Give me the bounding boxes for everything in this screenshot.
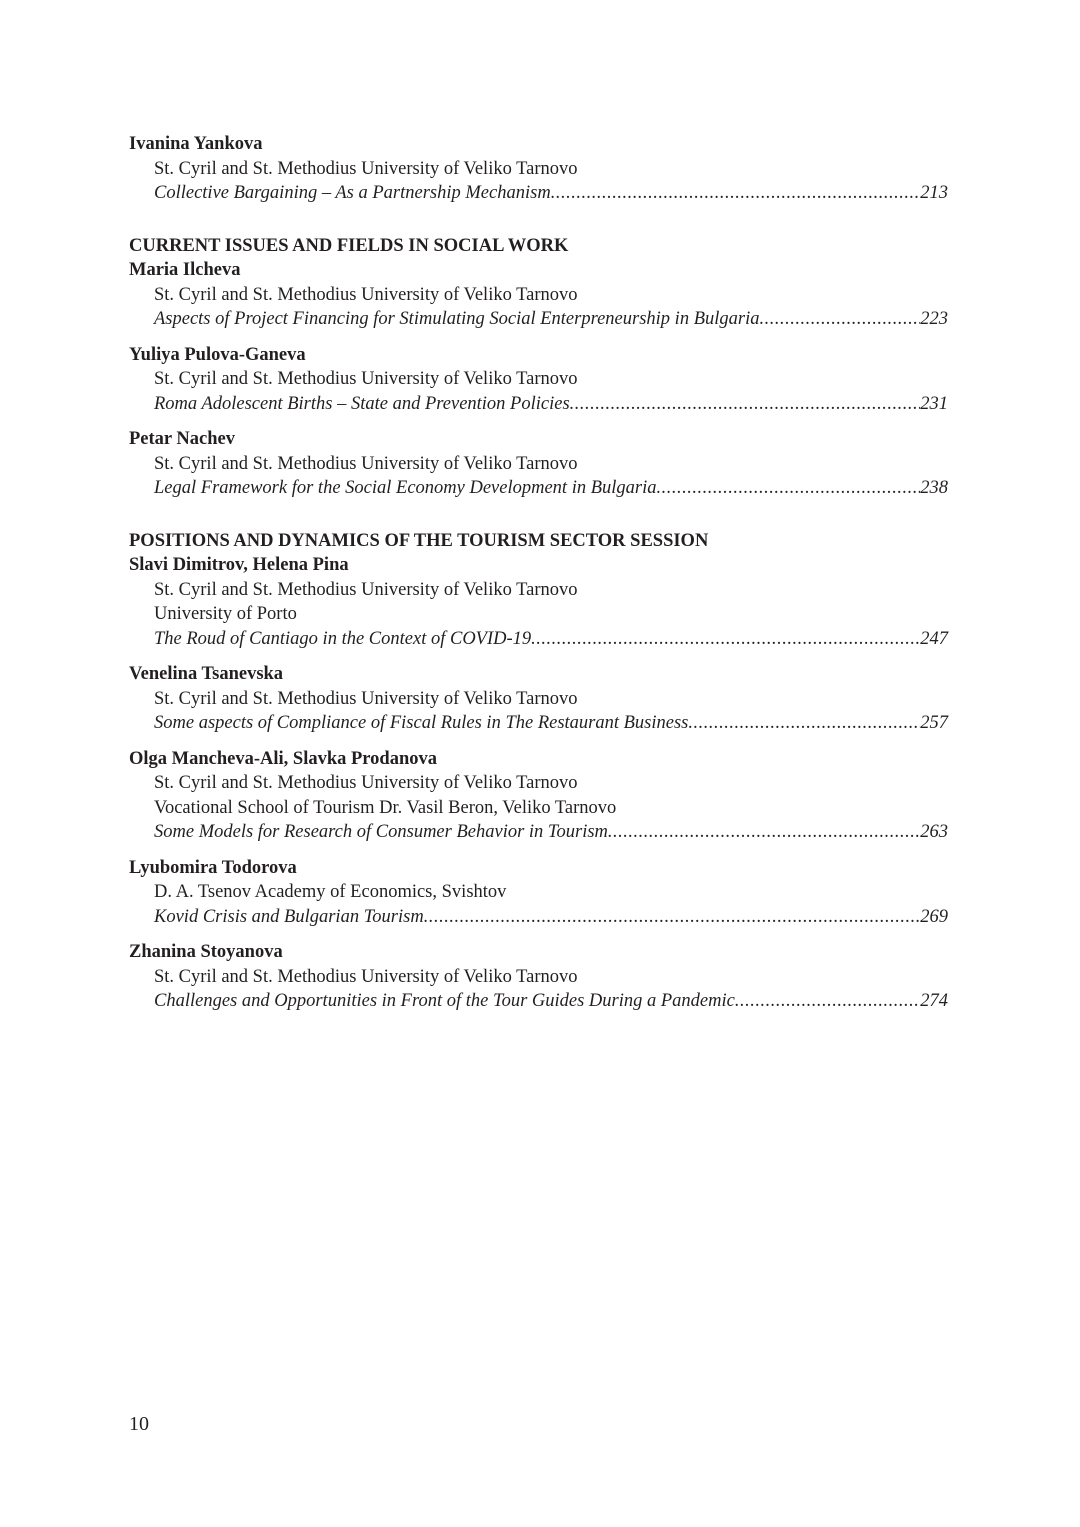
toc-entry <box>129 343 948 417</box>
section-gap <box>129 217 948 234</box>
entry-affiliation: St. Cyril and St. Methodius University of Veliko Tarnovo <box>154 158 578 179</box>
section-title: CURRENT ISSUES AND FIELDS IN SOCIAL WORK <box>129 235 569 256</box>
dot-leader <box>570 392 921 417</box>
toc-entry <box>129 940 948 1014</box>
entry-authors: Yuliya Pulova-Ganeva <box>129 344 306 365</box>
entry-authors: Zhanina Stoyanova <box>129 942 283 962</box>
entry-title[interactable]: Some Models for Research of Consumer Behavior in Tourism <box>154 822 608 842</box>
entry-page-number[interactable]: 231 <box>920 393 948 414</box>
toc-entry <box>129 747 948 845</box>
entry-title-line[interactable] <box>129 627 948 652</box>
entry-affiliation: St. Cyril and St. Methodius University of Veliko Tarnovo <box>154 773 578 793</box>
entry-title[interactable]: Roma Adolescent Births – State and Prevention Policies <box>154 393 570 414</box>
toc-entry <box>129 856 948 930</box>
entry-title-line[interactable] <box>129 820 948 845</box>
toc-entry <box>129 258 948 332</box>
table-of-contents <box>129 132 948 1025</box>
entry-affiliation: St. Cyril and St. Methodius University of Veliko Tarnovo <box>154 579 578 600</box>
page-number: 10 <box>129 1413 149 1435</box>
entry-title[interactable]: Challenges and Opportunities in Front of the Tour Guides During a Pandemic <box>154 991 735 1011</box>
toc-section <box>129 234 948 501</box>
entry-title[interactable]: Collective Bargaining – As a Partnership Mechanism <box>154 183 551 203</box>
entry-page-number[interactable]: 213 <box>920 183 948 203</box>
toc-entry <box>129 553 948 651</box>
entry-title-line[interactable] <box>129 392 948 417</box>
entry-authors: Slavi Dimitrov, Helena Pina <box>129 555 349 575</box>
toc-section <box>129 529 948 1014</box>
entry-title-line[interactable] <box>129 181 948 206</box>
entry-authors: Ivanina Yankova <box>129 134 263 154</box>
dot-leader <box>735 989 920 1014</box>
entry-affiliation: University of Porto <box>154 604 297 624</box>
toc-entry <box>129 132 948 206</box>
entry-page-number[interactable]: 269 <box>920 906 948 927</box>
dot-leader <box>657 476 921 501</box>
dot-leader <box>688 711 920 736</box>
entry-authors: Olga Mancheva-Ali, Slavka Prodanova <box>129 748 438 769</box>
dot-leader <box>551 181 921 206</box>
entry-title-line[interactable] <box>129 711 948 736</box>
section-gap <box>129 512 948 529</box>
entry-affiliation: St. Cyril and St. Methodius University of Veliko Tarnovo <box>154 966 578 987</box>
entry-affiliation: Vocational School of Tourism Dr. Vasil Beron, Veliko Tarnovo <box>154 797 617 818</box>
dot-leader <box>424 905 921 930</box>
toc-entry <box>129 662 948 736</box>
entry-page-number[interactable]: 238 <box>920 478 948 498</box>
entry-title-line[interactable] <box>129 307 948 332</box>
entry-authors: Lyubomira Todorova <box>129 857 297 878</box>
entry-affiliation: St. Cyril and St. Methodius University of Veliko Tarnovo <box>154 688 578 709</box>
entry-affiliation: St. Cyril and St. Methodius University of Veliko Tarnovo <box>154 453 578 474</box>
entry-title-line[interactable] <box>129 476 948 501</box>
entry-page-number[interactable]: 257 <box>920 713 948 733</box>
entry-title[interactable]: Kovid Crisis and Bulgarian Tourism <box>154 906 424 927</box>
entry-page-number[interactable]: 263 <box>920 822 948 842</box>
entry-title[interactable]: Legal Framework for the Social Economy Development in Bulgaria <box>154 478 657 498</box>
toc-section <box>129 132 948 206</box>
dot-leader <box>759 307 920 332</box>
entry-authors: Maria Ilcheva <box>129 260 241 280</box>
entry-affiliation: St. Cyril and St. Methodius University of Veliko Tarnovo <box>154 284 578 305</box>
toc-entry <box>129 427 948 501</box>
entry-affiliation: St. Cyril and St. Methodius University of Veliko Tarnovo <box>154 369 578 389</box>
entry-authors: Venelina Tsanevska <box>129 664 284 684</box>
section-title: POSITIONS AND DYNAMICS OF THE TOURISM SECTOR SESSION <box>129 530 709 551</box>
dot-leader <box>531 627 920 652</box>
entry-page-number[interactable]: 223 <box>920 309 948 329</box>
entry-title[interactable]: Aspects of Project Financing for Stimulating Social Enterpreneurship in Bulgaria <box>154 309 760 329</box>
entry-affiliation: D. A. Tsenov Academy of Economics, Svishtov <box>154 882 507 902</box>
entry-page-number[interactable]: 274 <box>920 991 948 1011</box>
entry-page-number[interactable]: 247 <box>920 628 948 649</box>
entry-authors: Petar Nachev <box>129 429 235 449</box>
dot-leader <box>608 820 920 845</box>
entry-title-line[interactable] <box>129 905 948 930</box>
entry-title[interactable]: The Roud of Cantiago in the Context of COVID-19 <box>154 628 532 649</box>
entry-title-line[interactable] <box>129 989 948 1014</box>
entry-title[interactable]: Some aspects of Compliance of Fiscal Rules in The Restaurant Business <box>154 713 689 733</box>
